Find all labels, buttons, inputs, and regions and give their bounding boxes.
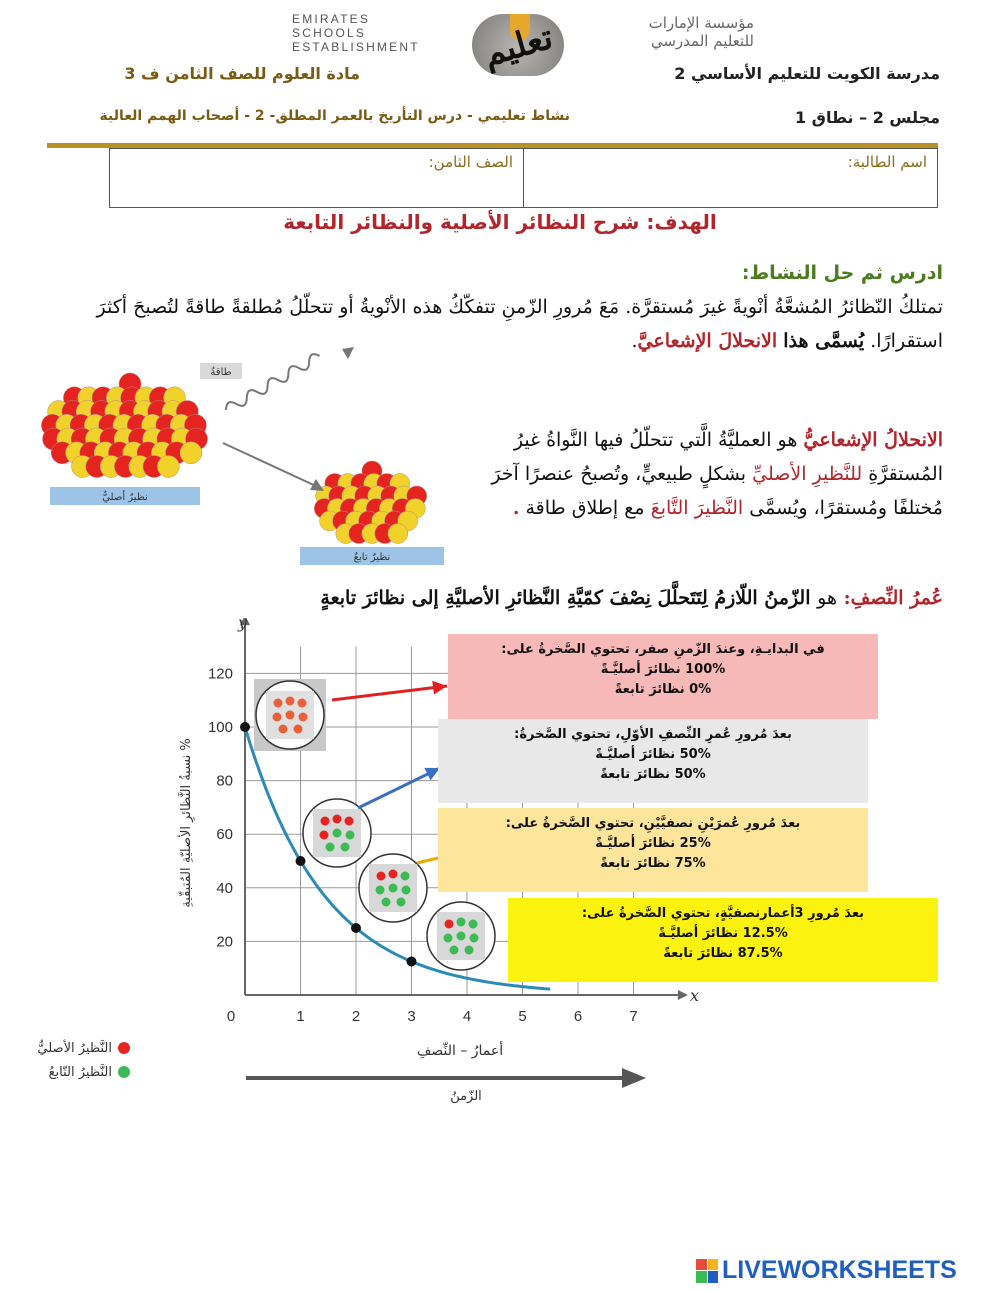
data-point xyxy=(407,957,417,967)
legend-parent-label: النَّظيرُ الأصليُّ xyxy=(37,1040,112,1056)
subject-title: مادة العلوم للصف الثامن ف 3 xyxy=(124,64,360,83)
decay-term: الانحلالُ الإشعاعيُّ xyxy=(803,429,943,451)
isotope-dot xyxy=(470,934,479,943)
note-line: 25% نظائرَ أصليَّـةً xyxy=(595,836,711,851)
org-english-line2: ESTABLISHMENT xyxy=(292,40,420,54)
org-arabic-name xyxy=(604,14,754,50)
isotope-dot xyxy=(333,829,342,838)
nucleon xyxy=(388,524,408,544)
isotope-dot xyxy=(401,872,410,881)
isotope-dot xyxy=(286,711,295,720)
intro-bold: يُسمَّى هذا xyxy=(783,330,865,352)
decay-text-1: هو العمليَّةُ الَّتي تتحلّلُ فيها النَّواةُ غيرُ المُستقرَّةِ xyxy=(513,429,943,485)
half-life-definition xyxy=(40,587,943,609)
legend-daughter-label: النَّظيرُ التّابعُ xyxy=(48,1064,112,1080)
radioactive-decay-term: الانحلالَ الإشعاعيَّ xyxy=(637,330,778,352)
red-dot-icon xyxy=(118,1042,130,1054)
x-tick-label: 3 xyxy=(407,1008,416,1025)
chart-legend xyxy=(10,1036,130,1084)
rock-sample-icon xyxy=(303,799,371,867)
isotope-dot xyxy=(320,831,329,840)
decay-definition xyxy=(480,423,943,525)
half-life-term: عُمرُ النِّصفِ: xyxy=(843,587,943,609)
isotope-dot xyxy=(377,872,386,881)
nucleon xyxy=(180,442,202,464)
isotope-dot xyxy=(444,934,453,943)
decay-text-2: بشكلٍ طبيعيٍّ، وتُصبحُ عنصرًا آخرَ مُختلفًا ومُستقرًا، ويُسمَّى xyxy=(491,463,943,519)
note-first-half-life xyxy=(438,719,868,803)
pointer-arrow xyxy=(332,686,447,700)
isotope-dot xyxy=(450,946,459,955)
note-three-half-lives xyxy=(508,898,938,982)
instruction-heading: ادرس ثم حل النشاط: xyxy=(741,262,943,284)
y-axis-label: % نسبةُ النَّظائرِ الأصليّةِ المُتبقّيةِ xyxy=(179,738,194,908)
brand-text: LIVEWORKSHEETS xyxy=(722,1256,957,1284)
isotope-dot xyxy=(382,898,391,907)
x-tick-label: 1 xyxy=(296,1008,305,1025)
isotope-dot xyxy=(445,920,454,929)
parent-isotope-term: للنَّظيرِ الأصليِّ xyxy=(752,463,863,485)
half-life-bold: الزّمنُ اللّازمُ لِتَتَحلَّلَ نِصْفَ كمّيَّةِ النَّظائرِ الأصليَّةِ إلى نظائرَ تابعةٍ xyxy=(320,587,811,609)
org-arabic-line1: مؤسسة الإمارات xyxy=(648,14,754,32)
liveworksheets-logo-icon xyxy=(696,1259,718,1283)
y-tick-label: 60 xyxy=(216,826,233,844)
y-tick-labels xyxy=(208,665,233,950)
isotope-dot xyxy=(274,699,283,708)
note-two-half-lives xyxy=(438,808,868,892)
x-tick-label: 6 xyxy=(573,1008,583,1025)
x-tick-label: 5 xyxy=(518,1008,527,1025)
note-line: 50% نظائرَ أصليَّـةً xyxy=(595,747,711,762)
student-name-cell[interactable] xyxy=(523,149,937,207)
isotope-dot xyxy=(465,946,474,955)
half-life-text: هو xyxy=(817,587,837,609)
org-english-line1: EMIRATES SCHOOLS xyxy=(292,12,371,40)
isotope-dot xyxy=(389,870,398,879)
legend-daughter xyxy=(10,1060,130,1084)
data-point xyxy=(351,923,361,933)
x-axis-arrow-icon xyxy=(678,990,688,1000)
nucleon xyxy=(157,456,179,478)
y-tick-label: 100 xyxy=(207,719,233,736)
school-name: مدرسة الكويت للتعليم الأساسي 2 xyxy=(674,64,940,83)
y-axis-name: y xyxy=(238,618,248,632)
student-info-table xyxy=(109,148,938,208)
rock-sample-icon xyxy=(359,854,427,922)
x-axis-name: x xyxy=(690,986,700,1005)
taleem-logo xyxy=(472,14,564,76)
energy-label: طاقةٌ xyxy=(210,367,232,378)
green-dot-icon xyxy=(118,1066,130,1078)
isotope-dot xyxy=(298,699,307,708)
isotope-dot xyxy=(341,843,350,852)
isotope-dot xyxy=(294,725,303,734)
intro-end: . xyxy=(631,330,638,352)
decay-text-3: مع إطلاق طاقة xyxy=(525,497,645,519)
note-line: بعدَ مُرورِ 3أعمارنصفيَّةٍ، تحتوي الصَّخرةُ على: xyxy=(581,906,865,921)
note-line: 87.5% نظائرَ تابعةً xyxy=(663,946,783,961)
decay-end: . xyxy=(512,497,520,519)
daughter-nucleus-icon xyxy=(314,461,426,544)
isotope-dot xyxy=(321,817,330,826)
x-tick-label: 0 xyxy=(226,1008,236,1025)
note-time-zero xyxy=(448,634,878,719)
x-axis-label: أعمارُ – النِّصفِ xyxy=(416,1043,504,1059)
rock-sample-icon xyxy=(427,902,495,970)
org-english-name xyxy=(292,12,442,54)
data-point xyxy=(240,722,250,732)
student-name-label: اسم الطالبة: xyxy=(847,153,927,171)
y-tick-label: 20 xyxy=(216,933,233,951)
note-line: بعدَ مُرورِ عُمرَيْنِ نصفيَّيْنِ، تحتوي الصَّخرةُ على: xyxy=(505,816,801,831)
time-arrowhead-icon xyxy=(622,1068,646,1088)
liveworksheets-brand[interactable] xyxy=(696,1256,996,1285)
note-line: 0% نظائرَ تابعةً xyxy=(614,682,712,697)
y-tick-label: 80 xyxy=(216,772,233,790)
isotope-dot xyxy=(376,886,385,895)
x-tick-label: 2 xyxy=(351,1008,361,1025)
isotope-dot xyxy=(326,843,335,852)
isotope-dot xyxy=(286,697,295,706)
isotope-dot xyxy=(273,713,282,722)
lesson-goal: الهدف: شرح النظائر الأصلية والنظائر التابعة xyxy=(283,210,717,234)
intro-text: تمتلكُ النّظائرُ المُشعَّةُ أنْويةً غيرَ مُستقرَّة. مَعَ مُرورِ الزّمنِ تتفكّكُ هذه الأنْويةُ أو تتحلّلُ مُطلقةً طاقةً لتُصبحَ أكثرَ استقرارًا. xyxy=(96,296,943,352)
student-grade-cell[interactable] xyxy=(110,149,523,207)
note-line: 12.5% نظائرَ أصليَّـةً xyxy=(658,926,788,941)
energy-arrowhead-icon xyxy=(342,347,354,359)
parent-nucleus-icon xyxy=(41,373,207,478)
rock-sample-icon xyxy=(254,679,326,751)
isotope-dot xyxy=(346,831,355,840)
legend-parent xyxy=(10,1036,130,1060)
isotope-dot xyxy=(345,817,354,826)
student-grade-label: الصف الثامن: xyxy=(428,153,513,171)
isotope-dot xyxy=(279,725,288,734)
daughter-isotope-term: النَّظيرَ التَّابعَ xyxy=(650,497,744,519)
y-tick-label: 120 xyxy=(207,665,233,683)
time-label: الزّمنُ xyxy=(450,1089,482,1104)
parent-label: نظيرٌ أصليٌّ xyxy=(102,492,148,503)
note-line: في البدايـةِ، وعندَ الزّمنِ صفر، تحتوي الصَّخرةُ على: xyxy=(501,642,825,657)
note-line: بعدَ مُرورِ عُمرِ النِّصفِ الأوّلِ، تحتوي الصَّخرةُ: xyxy=(514,727,792,742)
logo-text: تعليم xyxy=(478,17,558,75)
isotope-dot xyxy=(397,898,406,907)
isotope-dot xyxy=(389,884,398,893)
council-title: مجلس 2 – نطاق 1 xyxy=(794,108,940,127)
daughter-label: نظيرٌ تابعٌ xyxy=(353,552,391,563)
energy-wave-icon xyxy=(224,352,323,415)
x-tick-label: 4 xyxy=(462,1008,472,1025)
isotope-dot xyxy=(457,932,466,941)
org-arabic-line2: للتعليم المدرسي xyxy=(650,32,754,50)
y-tick-label: 40 xyxy=(216,879,233,897)
decay-illustration xyxy=(40,335,460,575)
note-line: 50% نظائرَ تابعةً xyxy=(600,767,706,782)
isotope-dot xyxy=(333,815,342,824)
activity-title: نشاط تعليمي - درس التأريخ بالعمر المطلق- 2 - أصحاب الهمم العالية xyxy=(99,108,570,124)
note-line: 100% نظائرَ أصليَّـةً xyxy=(600,662,726,677)
isotope-dot xyxy=(402,886,411,895)
note-line: 75% نظائرَ تابعةً xyxy=(600,856,706,871)
isotope-dot xyxy=(457,918,466,927)
decay-arrow-icon xyxy=(223,443,318,487)
data-point xyxy=(296,856,306,866)
x-tick-labels xyxy=(227,1008,638,1025)
x-tick-label: 7 xyxy=(629,1008,638,1025)
isotope-dot xyxy=(299,713,308,722)
isotope-dot xyxy=(469,920,478,929)
